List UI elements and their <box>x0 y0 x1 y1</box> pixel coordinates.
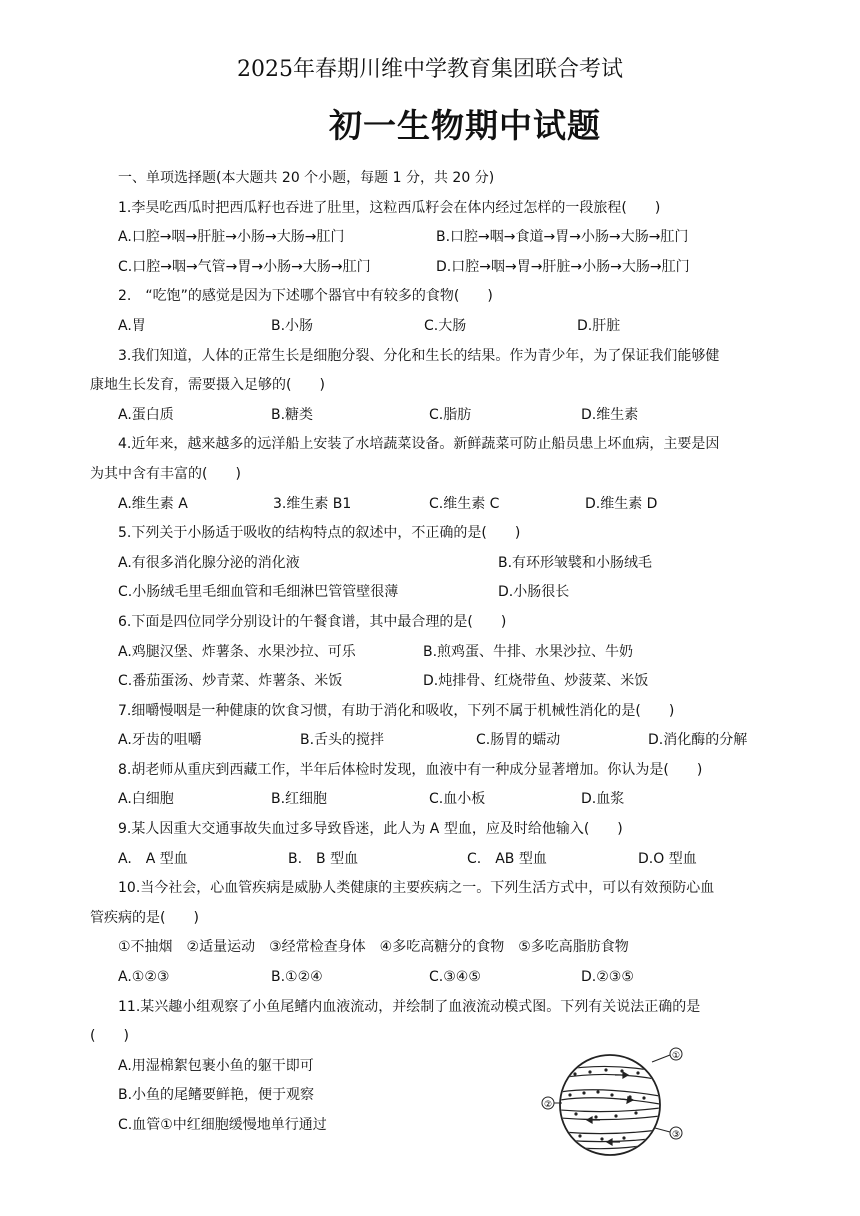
option-b[interactable]: B.舌头的搅拌 <box>300 732 385 749</box>
option-a[interactable]: A.①②③ <box>118 969 170 986</box>
option-c[interactable]: C.③④⑤ <box>429 969 481 986</box>
option-c[interactable]: C.口腔→咽→气管→胃→小肠→大肠→肛门 <box>118 258 371 275</box>
option-row <box>90 253 770 283</box>
option-c[interactable]: C.大肠 <box>424 317 467 334</box>
question-stem-cont: 为其中含有丰富的( ) <box>90 465 241 482</box>
question-stem-cont: 康地生长发育，需要摄入足够的( ) <box>90 377 325 394</box>
option-a[interactable]: A.口腔→咽→肝脏→小肠→大肠→肛门 <box>118 229 345 246</box>
question-stem-cont: ( ) <box>90 1028 129 1045</box>
option-b[interactable]: B.小肠 <box>271 317 314 334</box>
option-d[interactable]: D.口腔→咽→胃→肝脏→小肠→大肠→肛门 <box>436 258 690 275</box>
option-row <box>90 578 770 608</box>
option-d[interactable]: D.炖排骨、红烧带鱼、炒菠菜、米饭 <box>423 673 649 690</box>
question-stem: 3.我们知道，人体的正常生长是细胞分裂、分化和生长的结果。作为青少年，为了保证我们能够健 <box>118 347 720 364</box>
option-d[interactable]: D.②③⑤ <box>581 969 634 986</box>
question-stem: 10.当今社会，心血管疾病是威胁人类健康的主要疾病之一。下列生活方式中，可以有效预防心血 <box>118 880 715 897</box>
option-c[interactable]: C.血管①中红细胞缓慢地单行通过 <box>118 1117 327 1133</box>
question-stem: 2. “吃饱”的感觉是因为下述哪个器官中有较多的食物( ) <box>118 288 493 305</box>
question-stem-cont: 管疾病的是( ) <box>90 909 199 926</box>
option-row <box>90 963 770 993</box>
option-c[interactable]: C.血小板 <box>429 791 486 808</box>
option-c[interactable]: C.小肠绒毛里毛细血管和毛细淋巴管管壁很薄 <box>118 584 399 601</box>
option-row <box>90 312 770 342</box>
option-c[interactable]: C.维生素 C <box>429 495 500 512</box>
question-stem: 11.某兴趣小组观察了小鱼尾鳍内血液流动，并绘制了血液流动模式图。下列有关说法正确的是 <box>118 998 701 1015</box>
option-d[interactable]: D.消化酶的分解 <box>648 732 748 749</box>
option-a[interactable]: A.维生素 A <box>118 495 188 512</box>
option-d[interactable]: D.小肠很长 <box>498 584 570 601</box>
option-c[interactable]: C.脂肪 <box>429 406 472 423</box>
option-a[interactable]: A. A 型血 <box>118 850 188 867</box>
option-c[interactable]: C.番茄蛋汤、炒青菜、炸薯条、米饭 <box>118 673 343 690</box>
blood-flow-diagram <box>540 1040 690 1170</box>
option-b[interactable]: B.红细胞 <box>271 791 328 808</box>
option-row <box>90 549 770 579</box>
section-heading: 一、单项选择题(本大题共 20 个小题，每题 1 分，共 20 分) <box>118 170 495 186</box>
option-a[interactable]: A.鸡腿汉堡、炸薯条、水果沙拉、可乐 <box>118 643 356 660</box>
option-row <box>90 401 770 431</box>
option-b[interactable]: B.煎鸡蛋、牛排、水果沙拉、牛奶 <box>423 643 634 660</box>
question-list <box>90 164 770 1141</box>
option-row <box>90 638 770 668</box>
question-stem: 4.近年来，越来越多的远洋船上安装了水培蔬菜设备。新鲜蔬菜可防止船员患上坏血病，主要是因 <box>118 436 720 453</box>
question-stem: 7.细嚼慢咽是一种健康的饮食习惯，有助于消化和吸收，下列不属于机械性消化的是( ) <box>118 702 675 719</box>
option-b[interactable]: B.糖类 <box>271 406 314 423</box>
option-d[interactable]: D.维生素 <box>581 406 639 423</box>
option-b[interactable]: B.口腔→咽→食道→胃→小肠→大肠→肛门 <box>436 229 689 246</box>
option-b[interactable]: B.小鱼的尾鳍要鲜艳，便于观察 <box>118 1087 315 1104</box>
option-row <box>90 845 770 875</box>
question-choices: ①不抽烟 ②适量运动 ③经常检查身体 ④多吃高糖分的食物 ⑤多吃高脂肪食物 <box>118 939 629 956</box>
option-a[interactable]: A.有很多消化腺分泌的消化液 <box>118 554 300 571</box>
option-a[interactable]: A.蛋白质 <box>118 406 174 423</box>
option-c[interactable]: C.肠胃的蠕动 <box>476 732 561 749</box>
question-stem: 9.某人因重大交通事故失血过多导致昏迷，此人为 A 型血，应及时给他输入( ) <box>118 821 623 838</box>
option-d[interactable]: D.肝脏 <box>577 317 621 334</box>
option-row <box>90 490 770 520</box>
option-a[interactable]: A.牙齿的咀嚼 <box>118 732 202 749</box>
option-a[interactable]: A.胃 <box>118 317 146 334</box>
option-d[interactable]: D.维生素 D <box>585 495 658 512</box>
question-stem: 8.胡老师从重庆到西藏工作，半年后体检时发现，血液中有一种成分显著增加。你认为是( ) <box>118 761 703 778</box>
option-d[interactable]: D.血浆 <box>581 791 625 808</box>
option-b[interactable]: B. B 型血 <box>288 850 359 867</box>
label-1: ① <box>671 1051 681 1061</box>
question-stem: 5.下列关于小肠适于吸收的结构特点的叙述中，不正确的是( ) <box>118 525 521 542</box>
option-c[interactable]: C. AB 型血 <box>467 850 547 867</box>
option-a[interactable]: A.白细胞 <box>118 791 174 808</box>
label-3: ③ <box>671 1130 681 1140</box>
option-b[interactable]: 3.维生素 B1 <box>273 495 352 512</box>
option-row <box>90 785 770 815</box>
question-stem: 1.李昊吃西瓜时把西瓜籽也吞进了肚里，这粒西瓜籽会在体内经过怎样的一段旅程( ) <box>118 199 661 216</box>
page-title: 初一生物期中试题 <box>329 106 601 145</box>
question-stem: 6.下面是四位同学分别设计的午餐食谱，其中最合理的是( ) <box>118 613 507 630</box>
exam-name: 2025年春期川维中学教育集团联合考试 <box>237 57 623 82</box>
option-row <box>90 726 770 756</box>
option-row <box>90 667 770 697</box>
option-d[interactable]: D.O 型血 <box>638 850 697 867</box>
label-2: ② <box>543 1100 553 1110</box>
option-a[interactable]: A.用湿棉絮包裹小鱼的躯干即可 <box>118 1057 314 1074</box>
option-b[interactable]: B.有环形皱襞和小肠绒毛 <box>498 554 653 571</box>
option-b[interactable]: B.①②④ <box>271 969 323 986</box>
option-row <box>90 223 770 253</box>
